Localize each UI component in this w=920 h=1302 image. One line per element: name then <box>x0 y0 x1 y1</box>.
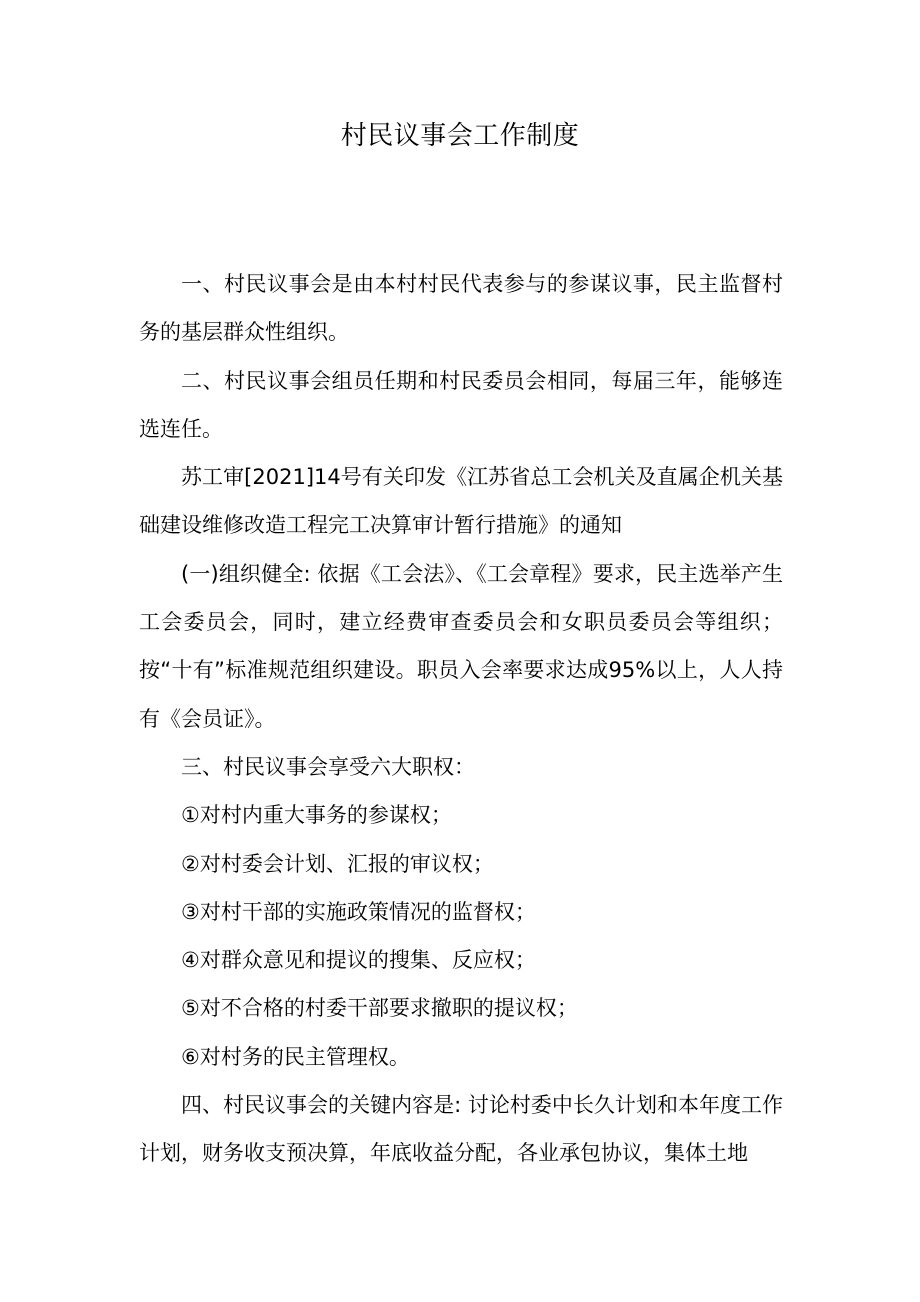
list-item-1: ①对村内重大事务的参谋权； <box>181 803 452 828</box>
list-item-2: ②对村委会计划、汇报的审议权； <box>181 851 494 876</box>
paragraph-6: 四、村民议事会的关键内容是: 讨论村委中长久计划和本年度工作计划，财务收支预决算，年底收益分配，各业承包协议，集体土地 <box>139 1093 783 1166</box>
paragraph-1: 一、村民议事会是由本村村民代表参与的参谋议事，民主监督村务的基层群众性组织。 <box>139 272 783 345</box>
list-item-6: ⑥对村务的民主管理权。 <box>181 1044 410 1069</box>
paragraph-4: (一)组织健全: 依据《工会法》、《工会章程》要求，民主选举产生工会委员会，同时，建立经费审查委员会和女职员委员会等组织；按“十有”标准规范组织建设。职员入会率要求达成95%以上，人人持有《会员证》。 <box>139 561 783 731</box>
list-item-3: ③对村干部的实施政策情况的监督权； <box>181 899 536 924</box>
list-item-5: ⑤对不合格的村委干部要求撤职的提议权； <box>181 996 578 1021</box>
document-body <box>139 260 783 1178</box>
paragraph-5: 三、村民议事会享受六大职权： <box>181 754 475 779</box>
document-title: 村民议事会工作制度 <box>340 121 580 151</box>
list-item-4: ④对群众意见和提议的搜集、反应权； <box>181 948 536 973</box>
paragraph-3: 苏工审[2021]14号有关印发《江苏省总工会机关及直属企机关基础建设维修改造工程完工决算审计暂行措施》的通知 <box>139 465 783 538</box>
paragraph-2: 二、村民议事会组员任期和村民委员会相同，每届三年，能够连选连任。 <box>139 368 783 441</box>
